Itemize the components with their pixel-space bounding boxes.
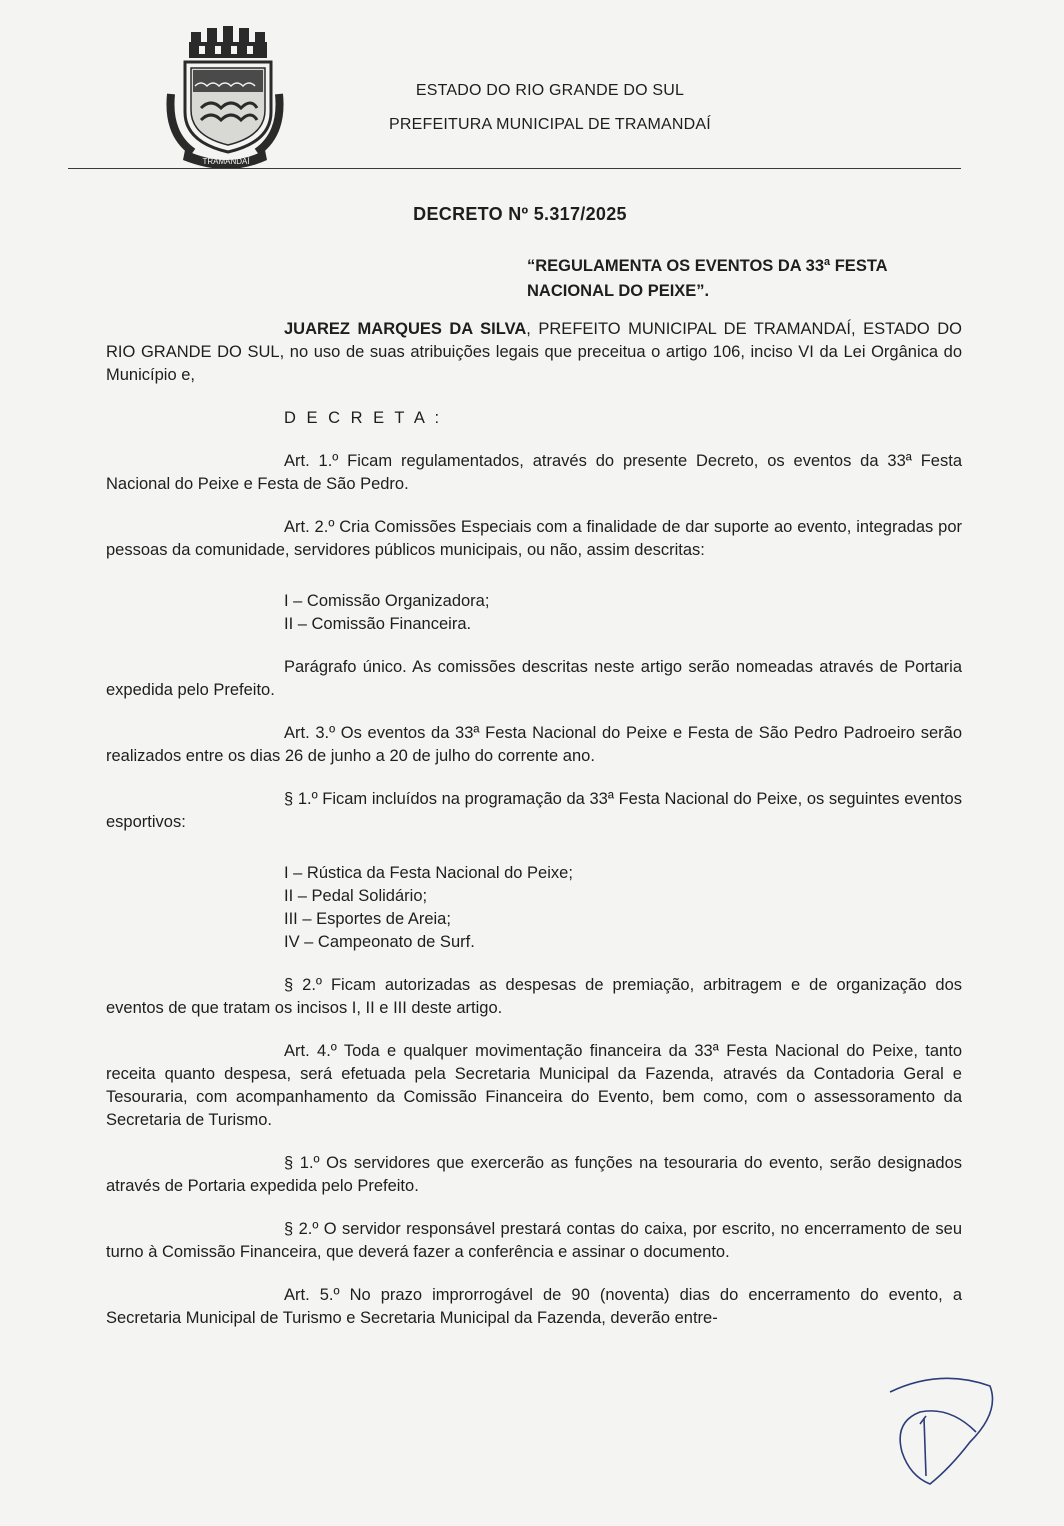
handwritten-initials-signature <box>880 1372 1000 1490</box>
article-3-paragraph-1: § 1.º Ficam incluídos na programação da 33ª Festa Nacional do Peixe, os seguintes eventos esportivos: <box>106 790 962 831</box>
article-4-paragraph-1: § 1.º Os servidores que exercerão as funções na tesouraria do evento, serão designados através de Portaria expedida pelo Prefeito. <box>106 1154 962 1195</box>
list-item: III – Esportes de Areia; <box>284 910 451 928</box>
article-1: Art. 1.º Ficam regulamentados, através do presente Decreto, os eventos da 33ª Festa Nacional do Peixe e Festa de São Pedro. <box>106 452 962 493</box>
list-item: II – Pedal Solidário; <box>284 887 428 905</box>
municipality-name: PREFEITURA MUNICIPAL DE TRAMANDAÍ <box>389 116 711 133</box>
article-5: Art. 5.º No prazo improrrogável de 90 (noventa) dias do encerramento do evento, a Secretaria Municipal de Turismo e Secretaria Municipal da Fazenda, deverão entre- <box>106 1286 962 1327</box>
article-2: Art. 2.º Cria Comissões Especiais com a finalidade de dar suporte ao evento, integradas por pessoas da comunidade, servidores públicos municipais, ou não, assim descritas: <box>106 518 962 559</box>
header-divider <box>68 168 961 169</box>
decree-summary: “REGULAMENTA OS EVENTOS DA 33ª FESTA NACIONAL DO PEIXE”. <box>527 257 887 300</box>
list-item: IV – Campeonato de Surf. <box>284 933 475 951</box>
municipal-crest-logo <box>163 24 287 169</box>
list-item: II – Comissão Financeira. <box>284 615 472 633</box>
article-4: Art. 4.º Toda e qualquer movimentação financeira da 33ª Festa Nacional do Peixe, tanto receita quanto despesa, será efetuada pela Secretaria Municipal da Fazenda, através da Contadoria Geral e Tesouraria, com acompanhamento da Comissão Financeira do Evento, bem como, com o assessoramento da Secretaria de Turismo. <box>106 1042 962 1129</box>
decree-title: DECRETO Nº 5.317/2025 <box>413 204 627 224</box>
list-item: I – Rústica da Festa Nacional do Peixe; <box>284 864 573 882</box>
article-3: Art. 3.º Os eventos da 33ª Festa Nacional do Peixe e Festa de São Pedro Padroeiro serão realizados entre os dias 26 de junho a 20 de julho do corrente ano. <box>106 724 962 765</box>
mayor-name: JUAREZ MARQUES DA SILVA <box>284 320 527 338</box>
list-item: I – Comissão Organizadora; <box>284 592 490 610</box>
state-name: ESTADO DO RIO GRANDE DO SUL <box>415 82 685 99</box>
article-2-sole-paragraph: Parágrafo único. As comissões descritas neste artigo serão nomeadas através de Portaria expedida pelo Prefeito. <box>106 658 962 699</box>
article-4-paragraph-2: § 2.º O servidor responsável prestará contas do caixa, por escrito, no encerramento de seu turno à Comissão Financeira, que deverá fazer a conferência e assinar o documento. <box>106 1220 962 1261</box>
svg-text:TRAMANDAÍ: TRAMANDAÍ <box>202 157 250 166</box>
preamble: JUAREZ MARQUES DA SILVA, PREFEITO MUNICIPAL DE TRAMANDAÍ, ESTADO DO RIO GRANDE DO SUL, no uso de suas atribuições legais que preceitua o artigo 106, inciso VI da Lei Orgânica do Município e, <box>106 320 962 384</box>
decree-body <box>106 318 962 1330</box>
article-3-paragraph-2: § 2.º Ficam autorizadas as despesas de premiação, arbitragem e de organização dos eventos de que tratam os incisos I, II e III deste artigo. <box>106 976 962 1017</box>
decreta-heading: D E C R E T A : <box>284 409 443 427</box>
